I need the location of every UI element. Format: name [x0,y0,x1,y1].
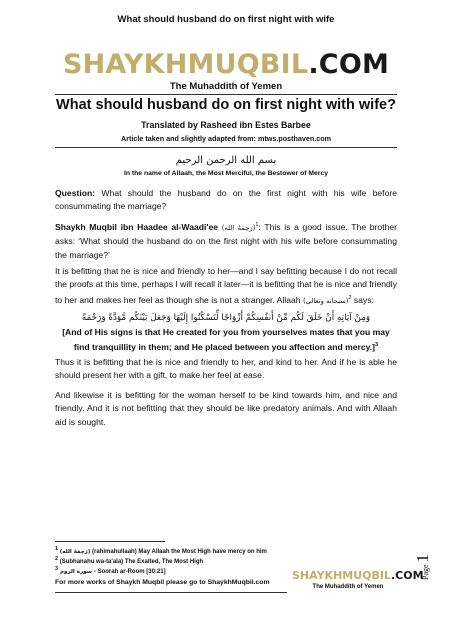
question-text: What should the husband do on the first night with his wife before consummating the marriage? [55,188,397,212]
page-label: Page [421,564,430,580]
footnote-3-arabic: سورة الروم [58,569,94,575]
footnote-num-1: 1 [55,546,59,552]
page-number [413,540,437,580]
footnote-3 [55,566,166,575]
footer-more-works: For more works of Shaykh Muqbil please go to ShaykhMuqbil.com [55,579,270,586]
question-label: Question: [55,188,96,198]
footnote-2-text: (Subhanahu wa-ta'ala) The Exalted, The Most High [58,559,204,565]
translator-credit: Translated by Rasheed ibn Estes Barbee [141,120,311,130]
dua-arabic: (رَحِمَهُ الله) [221,223,256,232]
footnote-3-text: - Soorah ar-Room [30:21] [93,569,166,575]
page-number-value: 1 [413,553,432,563]
ayah-translation [55,326,397,354]
body-paragraph-2 [55,265,397,308]
footnote-2 [55,556,203,565]
footer-logo [292,569,424,582]
footnote-1-text: (rahimahullaah) May Allaah the Most High have mercy on him [90,549,267,555]
footnote-num-2: 2 [55,556,59,562]
ayah-english: [And of His signs is that He created for you from yourselves mates that you may find tranquillity in them; and He placed between you affection and mercy.] [62,327,390,352]
body-paragraph-4: And likewise it is befitting for the woman herself to be kind towards him, and nice and friendly. And it is not befitting that they should be like predatory animals. And with Allaah aid is sought. [55,390,397,427]
source-credit: Article taken and slightly adapted from: mtws.posthaven.com [120,134,332,143]
shaykh-name: Shaykh Muqbil ibn Haadee al-Waadi'ee [55,221,219,232]
allaah-arabic: (سبحانه وتعالى) [302,296,349,305]
footnote-num-3: 3 [55,566,59,572]
question-paragraph [55,187,397,214]
footnote-ref-3: 3 [375,342,379,348]
footer-logo-main: SHAYKHMUQBIL [292,569,391,582]
logo-text-domain: .COM [308,49,390,80]
footnote-divider [55,541,165,542]
footnote-1 [55,546,267,555]
ayah-arabic: وَمِنْ آيَاتِهِ أَنْ خَلَقَ لَكُم مِّنْ أَنفُسِكُمْ أَزْوَاجًا لِّتَسْكُنُوا إِلَيْهَا وَجَعَلَ بَيْنَكُم مَّوَدَّةً وَرَحْمَةً [81,313,371,323]
divider-bottom [55,147,397,148]
footnote-ref-1: 1 [255,222,259,228]
site-logo [0,50,452,80]
bismillah-arabic: بسم الله الرحمن الرحيم [175,155,277,166]
footer-divider [55,592,287,593]
body-paragraph-3: Thus it is befitting that he is nice and friendly to her, and kind to her. And if he is able he should present her with a gift, to make her feel at ease. [55,357,397,381]
para2-says: says: [351,294,374,305]
divider-top [55,94,397,95]
footnote-ref-2: 2 [348,294,352,301]
footer-logo-subtitle: The Muhaddith of Yemen [312,584,384,590]
para2-text: It is befitting that he is nice and friendly to her—and I say befitting because I do not recall the proofs at this time, perhaps I will recall it later—it is befitting that he is nice and friendly to her and makes her feel as though she is not a stranger. Allaah [55,266,398,305]
bismillah-english: In the name of Allaah, the Most Merciful, the Bestower of Mercy [123,170,329,177]
answer-text: : This is a good issue. The brother asks: ‘What should the husband do on the first night with his wife before consummating the marriage?’ [55,221,397,260]
logo-subtitle: The Muhaddith of Yemen [169,81,283,92]
logo-text-main: SHAYKHMUQBIL [62,49,309,80]
answer-paragraph [55,219,397,262]
header-title: What should husband do on first night with wife [117,14,335,25]
footer-logo-domain: .COM [391,569,424,582]
footnote-1-arabic: (رَحِمَهُ الله) [59,549,91,555]
article-title: What should husband do on first night with wife? [56,97,396,113]
